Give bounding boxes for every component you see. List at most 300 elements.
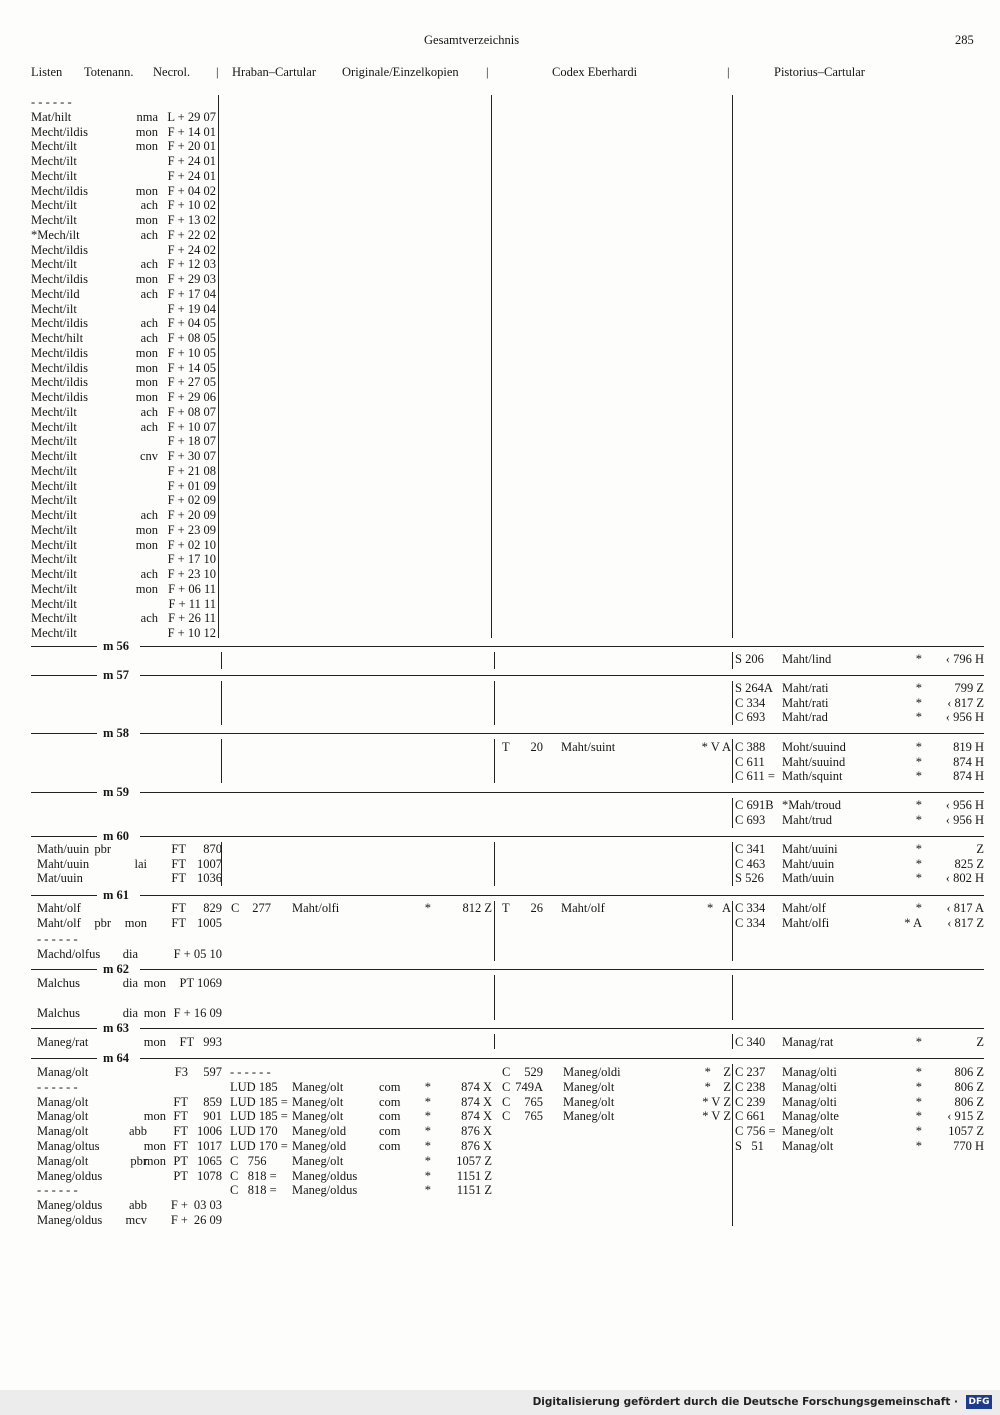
pistorius-name: Maht/lind: [782, 652, 832, 666]
entry-name: Maneg/oldus: [37, 1213, 103, 1227]
necrol-status: ach: [140, 508, 158, 522]
necrol-date: F + 01 09: [167, 478, 216, 493]
entry-name: Manag/olt: [37, 1109, 89, 1124]
section-rule: [31, 1028, 97, 1029]
section-rule: [140, 1058, 984, 1059]
pistorius-date: ‹ 802 H: [945, 871, 984, 885]
column-header-pistorius: Pistorius–Cartular: [774, 65, 865, 79]
entry-source: FT: [173, 1094, 188, 1109]
page-title: Gesamtverzeichnis: [424, 33, 520, 47]
section-rule: [31, 1058, 97, 1059]
necrol-status: mon: [135, 272, 158, 286]
hraban-date: 874 X: [461, 1079, 492, 1094]
section-rule: [140, 733, 984, 734]
entry-source: FT: [173, 1139, 188, 1153]
section-rule: [140, 895, 984, 896]
column-divider: [732, 1034, 733, 1049]
section-rule: [31, 733, 97, 734]
hraban-date: 874 X: [461, 1109, 492, 1124]
codex-name: Maht/olf: [561, 901, 605, 915]
column-divider: [494, 739, 495, 783]
entry-status: lai: [134, 856, 147, 871]
necrol-date: F + 26 11: [168, 611, 216, 626]
codex-number: 529: [524, 1065, 543, 1079]
necrol-status: ach: [140, 257, 158, 272]
section-rule: [31, 836, 97, 837]
entry-status: dia: [122, 947, 138, 961]
hraban-date: 1151 Z: [456, 1183, 492, 1198]
necrol-name: Mecht/ilt: [31, 168, 77, 183]
pistorius-date: ‹ 817 Z: [947, 916, 984, 930]
necrol-name: Mecht/ilt: [31, 522, 77, 537]
entry-source: FT: [171, 842, 186, 856]
column-divider: [494, 975, 495, 1020]
section-rule: [140, 969, 984, 970]
column-divider: [732, 901, 733, 961]
pistorius-date: 806 Z: [954, 1094, 984, 1109]
pistorius-mark: *: [915, 754, 922, 769]
pistorius-name: Maht/rati: [782, 681, 829, 695]
pistorius-ref: C 611 =: [735, 769, 775, 783]
codex-name: Maht/suint: [561, 740, 616, 754]
codex-flags: * V A: [701, 740, 731, 754]
codex-flags: * V Z: [702, 1109, 731, 1124]
necrol-date: F + 14 01: [167, 124, 216, 139]
hraban-mark: *: [424, 1183, 431, 1198]
pistorius-date: Z: [976, 1035, 984, 1049]
column-separator: |: [486, 65, 489, 79]
pistorius-mark: *: [915, 1079, 922, 1094]
entry-name: Maht/olf: [37, 901, 81, 915]
necrol-date: L + 29 07: [167, 109, 216, 124]
necrol-name: Mecht/ilt: [31, 567, 77, 581]
pistorius-ref: C 334: [735, 901, 766, 915]
necrol-date: F + 20 01: [167, 139, 216, 154]
hraban-ref: C 818 =: [230, 1183, 277, 1198]
necrol-date: F + 11 11: [168, 596, 216, 611]
section-label-m62: m 62: [103, 962, 130, 976]
necrol-date: F + 24 01: [167, 168, 216, 183]
pistorius-date: 825 Z: [954, 856, 984, 871]
necrol-status: ach: [140, 404, 158, 419]
section-rule: [140, 646, 984, 647]
necrol-status: ach: [140, 611, 158, 626]
necrol-date: F + 08 05: [167, 331, 216, 345]
pistorius-date: ‹ 956 H: [945, 710, 984, 724]
entry-name: Maht/uuin: [37, 856, 90, 871]
pistorius-ref: C 693: [735, 812, 766, 827]
codex-name: Maneg/olt: [563, 1109, 615, 1124]
entry-status: mon: [143, 976, 166, 990]
column-divider: [221, 681, 222, 725]
entry-date: F + 16 09: [173, 1006, 222, 1020]
pistorius-mark: *: [915, 1139, 922, 1153]
pistorius-mark: *: [915, 710, 922, 724]
necrol-date: F + 12 03: [167, 257, 216, 272]
pistorius-mark: *: [915, 812, 922, 827]
column-divider: [218, 95, 219, 638]
entry-source: FT: [171, 856, 186, 871]
hraban-date: 876 X: [461, 1139, 492, 1153]
entry-source: FT: [173, 1109, 188, 1124]
necrol-name: Mecht/ilt: [31, 463, 77, 478]
necrol-name: Mecht/ildis: [31, 124, 88, 139]
necrol-name: Mecht/ildis: [31, 390, 88, 404]
necrol-date: F + 29 03: [167, 272, 216, 286]
pistorius-date: Z: [976, 842, 984, 856]
section-label-m59: m 59: [103, 785, 130, 799]
column-header-totenann: Totenann.: [84, 65, 134, 79]
necrol-date: F + 19 04: [167, 301, 216, 316]
necrol-name: Mecht/ildis: [31, 345, 88, 360]
pistorius-mark: *: [915, 681, 922, 695]
necrol-name: Mecht/ilt: [31, 404, 77, 419]
necrol-status: ach: [140, 567, 158, 581]
entry-status: abb: [128, 1198, 147, 1213]
pistorius-ref: C 388: [735, 740, 766, 754]
necrol-status: ach: [140, 286, 158, 301]
hraban-mark: *: [424, 1094, 431, 1109]
column-header-hraban: Hraban–Cartular: [232, 65, 316, 79]
column-divider: [494, 1034, 495, 1049]
necrol-date: F + 17 04: [167, 286, 216, 301]
pistorius-date: 874 H: [953, 769, 984, 783]
pistorius-ref: C 661: [735, 1109, 766, 1124]
necrol-name: Mecht/ildis: [31, 316, 88, 331]
hraban-name: Maneg/oldus: [292, 1183, 358, 1198]
necrol-name: Mecht/ilt: [31, 478, 77, 493]
necrol-name: Mecht/ilt: [31, 537, 77, 552]
pistorius-mark: *: [915, 769, 922, 783]
pistorius-name: Manag/olti: [782, 1094, 837, 1109]
hraban-name: Maneg/olt: [292, 1153, 344, 1168]
pistorius-name: Maht/rad: [782, 710, 828, 724]
column-divider: [732, 798, 733, 828]
entry-status: mcv: [125, 1213, 147, 1227]
necrol-status: mon: [135, 139, 158, 154]
column-divider: [732, 1064, 733, 1226]
codex-ref: T: [502, 901, 510, 915]
column-divider: [732, 842, 733, 886]
entry-name: - - - - - -: [37, 1079, 78, 1094]
pistorius-mark: *: [915, 740, 922, 754]
necrol-name: - - - - - -: [31, 95, 72, 109]
entry-name: Manag/olt: [37, 1065, 89, 1079]
entry-status: mon: [143, 1139, 166, 1153]
entry-number: 1017: [197, 1139, 222, 1153]
necrol-name: Mecht/ilt: [31, 257, 77, 272]
pistorius-name: Manag/olte: [782, 1109, 839, 1124]
section-rule: [31, 895, 97, 896]
section-label-m58: m 58: [103, 726, 130, 740]
necrol-name: Mecht/ildis: [31, 360, 88, 375]
necrol-date: F + 04 02: [167, 183, 216, 198]
section-rule: [140, 836, 984, 837]
entry-number: 1036: [197, 871, 222, 885]
pistorius-date: 806 Z: [954, 1079, 984, 1094]
entry-source: F3: [174, 1065, 188, 1079]
codex-name: Maneg/oldi: [563, 1065, 621, 1079]
necrol-name: Mecht/ilt: [31, 596, 77, 611]
pistorius-name: Manag/olt: [782, 1139, 834, 1153]
hraban-ref: C: [231, 901, 240, 915]
entry-name: Malchus: [37, 976, 81, 990]
pistorius-mark: *: [915, 695, 922, 710]
pistorius-date: ‹ 915 Z: [947, 1109, 984, 1124]
section-rule: [140, 1028, 984, 1029]
entry-number: 829: [203, 901, 222, 915]
codex-ref: C: [502, 1065, 511, 1079]
codex-name: Maneg/olt: [563, 1094, 615, 1109]
pistorius-date: ‹ 817 Z: [947, 695, 984, 710]
entry-number: 03 03: [193, 1198, 222, 1213]
necrol-status: mon: [135, 124, 158, 139]
necrol-date: F + 13 02: [167, 213, 216, 227]
hraban-kind: com: [379, 1109, 401, 1124]
necrol-name: Mat/hilt: [31, 109, 72, 124]
hraban-kind: com: [379, 1094, 401, 1109]
entry-status: dia: [122, 1006, 138, 1020]
hraban-kind: com: [379, 1079, 401, 1094]
entry-status: mon: [143, 1153, 166, 1168]
pistorius-mark: *: [915, 871, 922, 885]
pistorius-name: Maht/uuini: [782, 842, 838, 856]
entry-name: Manag/olt: [37, 1153, 89, 1168]
entry-source: FT: [171, 916, 186, 930]
hraban-mark: *: [424, 1153, 431, 1168]
necrol-status: mon: [135, 522, 158, 537]
pistorius-ref: S 51: [735, 1139, 764, 1153]
necrol-date: F + 10 05: [167, 345, 216, 360]
necrol-status: ach: [140, 331, 158, 345]
entry-source: PT: [173, 1153, 188, 1168]
necrol-name: Mecht/ildis: [31, 242, 88, 257]
hraban-date: 812 Z: [462, 901, 492, 915]
pistorius-ref: C 239: [735, 1094, 766, 1109]
necrol-date: F + 23 09: [167, 522, 216, 537]
section-label-m57: m 57: [103, 668, 130, 682]
dfg-logo: DFG: [966, 1395, 992, 1409]
necrol-status: mon: [135, 345, 158, 360]
entry-status: pbr: [130, 1153, 147, 1168]
hraban-mark: *: [424, 1168, 431, 1183]
entry-number: 1078: [197, 1168, 222, 1183]
hraban-name: Maneg/olt: [292, 1094, 344, 1109]
necrol-name: Mecht/ilt: [31, 581, 77, 596]
hraban-ref: C 818 =: [230, 1168, 277, 1183]
codex-flags: * Z: [704, 1065, 731, 1079]
entry-number: 26 09: [193, 1213, 222, 1227]
pistorius-ref: C 238: [735, 1079, 766, 1094]
entry-status: mon: [143, 1006, 166, 1020]
column-divider: [732, 95, 733, 638]
necrol-date: F + 17 10: [167, 552, 216, 567]
pistorius-date: ‹ 817 A: [946, 901, 984, 915]
necrol-name: Mecht/ilt: [31, 301, 77, 316]
column-header-originale: Originale/Einzelkopien: [342, 65, 459, 79]
codex-ref: C: [502, 1079, 511, 1094]
pistorius-mark: *: [915, 1109, 922, 1124]
entry-source: FT: [171, 871, 186, 885]
separator-dashes: - - - - - -: [37, 932, 78, 946]
entry-number: 901: [203, 1109, 222, 1124]
hraban-name: Maht/olfi: [292, 901, 340, 915]
pistorius-date: ‹ 956 H: [945, 812, 984, 827]
necrol-name: Mecht/ild: [31, 286, 80, 301]
hraban-date: 1151 Z: [456, 1168, 492, 1183]
necrol-name: Mecht/ildis: [31, 272, 88, 286]
column-header-codex: Codex Eberhardi: [552, 65, 638, 79]
pistorius-mark: *: [915, 798, 922, 812]
necrol-status: mon: [135, 360, 158, 375]
column-header-necrol: Necrol.: [153, 65, 191, 79]
hraban-name: Maneg/oldus: [292, 1168, 358, 1183]
hraban-kind: com: [379, 1139, 401, 1153]
entry-status: mon: [143, 1109, 166, 1124]
column-header-listen: Listen: [31, 65, 63, 79]
necrol-date: F + 04 05: [167, 316, 216, 331]
column-divider: [732, 739, 733, 783]
footer-text: Digitalisierung gefördert durch die Deutsche Forschungsgemeinschaft ·: [532, 1396, 958, 1408]
hraban-ref: LUD 170: [230, 1124, 278, 1139]
hraban-mark: *: [424, 1124, 431, 1139]
column-divider: [494, 901, 495, 961]
necrol-status: mon: [135, 390, 158, 404]
codex-flags: * Z: [704, 1079, 731, 1094]
necrol-date: F + 23 10: [167, 567, 216, 581]
pistorius-ref: C 237: [735, 1065, 766, 1079]
necrol-name: Mecht/ilt: [31, 611, 77, 626]
pistorius-mark: *: [915, 1124, 922, 1139]
hraban-name: Maneg/olt: [292, 1109, 344, 1124]
pistorius-ref: C 693: [735, 710, 766, 724]
hraban-mark: *: [424, 1109, 431, 1124]
column-separator: |: [727, 65, 730, 79]
necrol-date: F + 10 07: [167, 419, 216, 434]
hraban-date: 876 X: [461, 1124, 492, 1139]
entry-name: Maneg/oldus: [37, 1168, 103, 1183]
hraban-name: Maneg/old: [292, 1124, 347, 1139]
pistorius-mark: *: [915, 856, 922, 871]
necrol-status: mon: [135, 581, 158, 596]
codex-number: 26: [530, 901, 543, 915]
entry-date: F + 05 10: [173, 947, 222, 961]
entry-source: PT: [173, 1168, 188, 1183]
hraban-mark: *: [424, 1139, 431, 1153]
entry-status: abb: [128, 1124, 147, 1139]
hraban-date: 874 X: [461, 1094, 492, 1109]
pistorius-ref: S 206: [735, 652, 764, 666]
entry-name: Manag/olt: [37, 1094, 89, 1109]
entry-name: Maneg/oldus: [37, 1198, 103, 1213]
necrol-name: Mecht/ilt: [31, 493, 77, 508]
column-divider: [732, 681, 733, 725]
section-rule: [31, 675, 97, 676]
pistorius-date: 799 Z: [954, 681, 984, 695]
section-rule: [140, 792, 984, 793]
pistorius-ref: S 264A: [735, 681, 773, 695]
entry-date: PT 1069: [179, 976, 222, 990]
entry-status: pbr: [94, 842, 111, 856]
hraban-mark: *: [424, 1079, 431, 1094]
entry-status: dia: [122, 976, 138, 990]
necrol-status: mon: [135, 537, 158, 552]
entry-name: - - - - - -: [37, 1183, 78, 1198]
pistorius-name: Maht/rati: [782, 695, 829, 710]
necrol-name: Mecht/ilt: [31, 198, 77, 213]
necrol-name: Mecht/ilt: [31, 508, 77, 522]
pistorius-mark: *: [915, 1035, 922, 1049]
hraban-ref: LUD 185 =: [230, 1094, 288, 1109]
column-separator: |: [216, 65, 219, 79]
pistorius-ref: S 526: [735, 871, 764, 885]
hraban-ref: LUD 185: [230, 1079, 278, 1094]
necrol-date: F + 20 09: [167, 508, 216, 522]
necrol-status: mon: [135, 213, 158, 227]
hraban-ref: C 756: [230, 1153, 267, 1168]
pistorius-ref: C 334: [735, 695, 766, 710]
entry-source: FT: [171, 901, 186, 915]
pistorius-date: 770 H: [953, 1139, 984, 1153]
necrol-date: F + 06 11: [168, 581, 216, 596]
necrol-status: mon: [135, 375, 158, 390]
necrol-name: Mecht/ilt: [31, 419, 77, 434]
entry-name: Maneg/rat: [37, 1035, 89, 1049]
entry-name: Manag/oltus: [37, 1139, 100, 1153]
pistorius-name: Maht/olf: [782, 901, 826, 915]
entry-name: Math/uuin: [37, 842, 90, 856]
entry-name: Manag/olt: [37, 1124, 89, 1139]
entry-status: pbr: [94, 916, 111, 930]
codex-flags: * A: [707, 901, 731, 915]
necrol-name: Mecht/ildis: [31, 183, 88, 198]
necrol-status: ach: [140, 316, 158, 331]
entry-number: 1006: [197, 1124, 222, 1139]
necrol-date: F + 02 09: [167, 493, 216, 508]
necrol-status: ach: [140, 227, 158, 242]
necrol-date: F + 02 10: [167, 537, 216, 552]
necrol-date: F + 29 06: [167, 390, 216, 404]
entry-number: 1065: [197, 1153, 222, 1168]
codex-number: 749A: [515, 1079, 543, 1094]
entry-number: 1005: [197, 916, 222, 930]
hraban-name: Maneg/old: [292, 1139, 347, 1153]
entry-status: mon: [143, 1035, 166, 1049]
necrol-date: F + 27 05: [167, 375, 216, 390]
pistorius-mark: *: [915, 652, 922, 666]
necrol-name: Mecht/ilt: [31, 626, 77, 640]
necrol-date: F + 21 08: [167, 463, 216, 478]
pistorius-ref: C 463: [735, 856, 766, 871]
codex-number: 765: [524, 1109, 543, 1124]
entry-source: F +: [170, 1198, 188, 1213]
codex-ref: C: [502, 1094, 511, 1109]
section-label-m61: m 61: [103, 888, 130, 902]
pistorius-ref: C 691B: [735, 798, 774, 812]
column-divider: [494, 681, 495, 725]
pistorius-name: Maneg/olt: [782, 1124, 834, 1139]
codex-number: 20: [530, 740, 543, 754]
pistorius-mark: *: [915, 1065, 922, 1079]
necrol-status: ach: [140, 198, 158, 213]
pistorius-name: Maht/olfi: [782, 916, 830, 930]
entry-number: 1007: [197, 856, 222, 871]
codex-number: 765: [524, 1094, 543, 1109]
pistorius-ref: C 334: [735, 916, 766, 930]
section-rule: [140, 675, 984, 676]
necrol-status: nma: [136, 109, 158, 124]
pistorius-ref: C 340: [735, 1035, 766, 1049]
